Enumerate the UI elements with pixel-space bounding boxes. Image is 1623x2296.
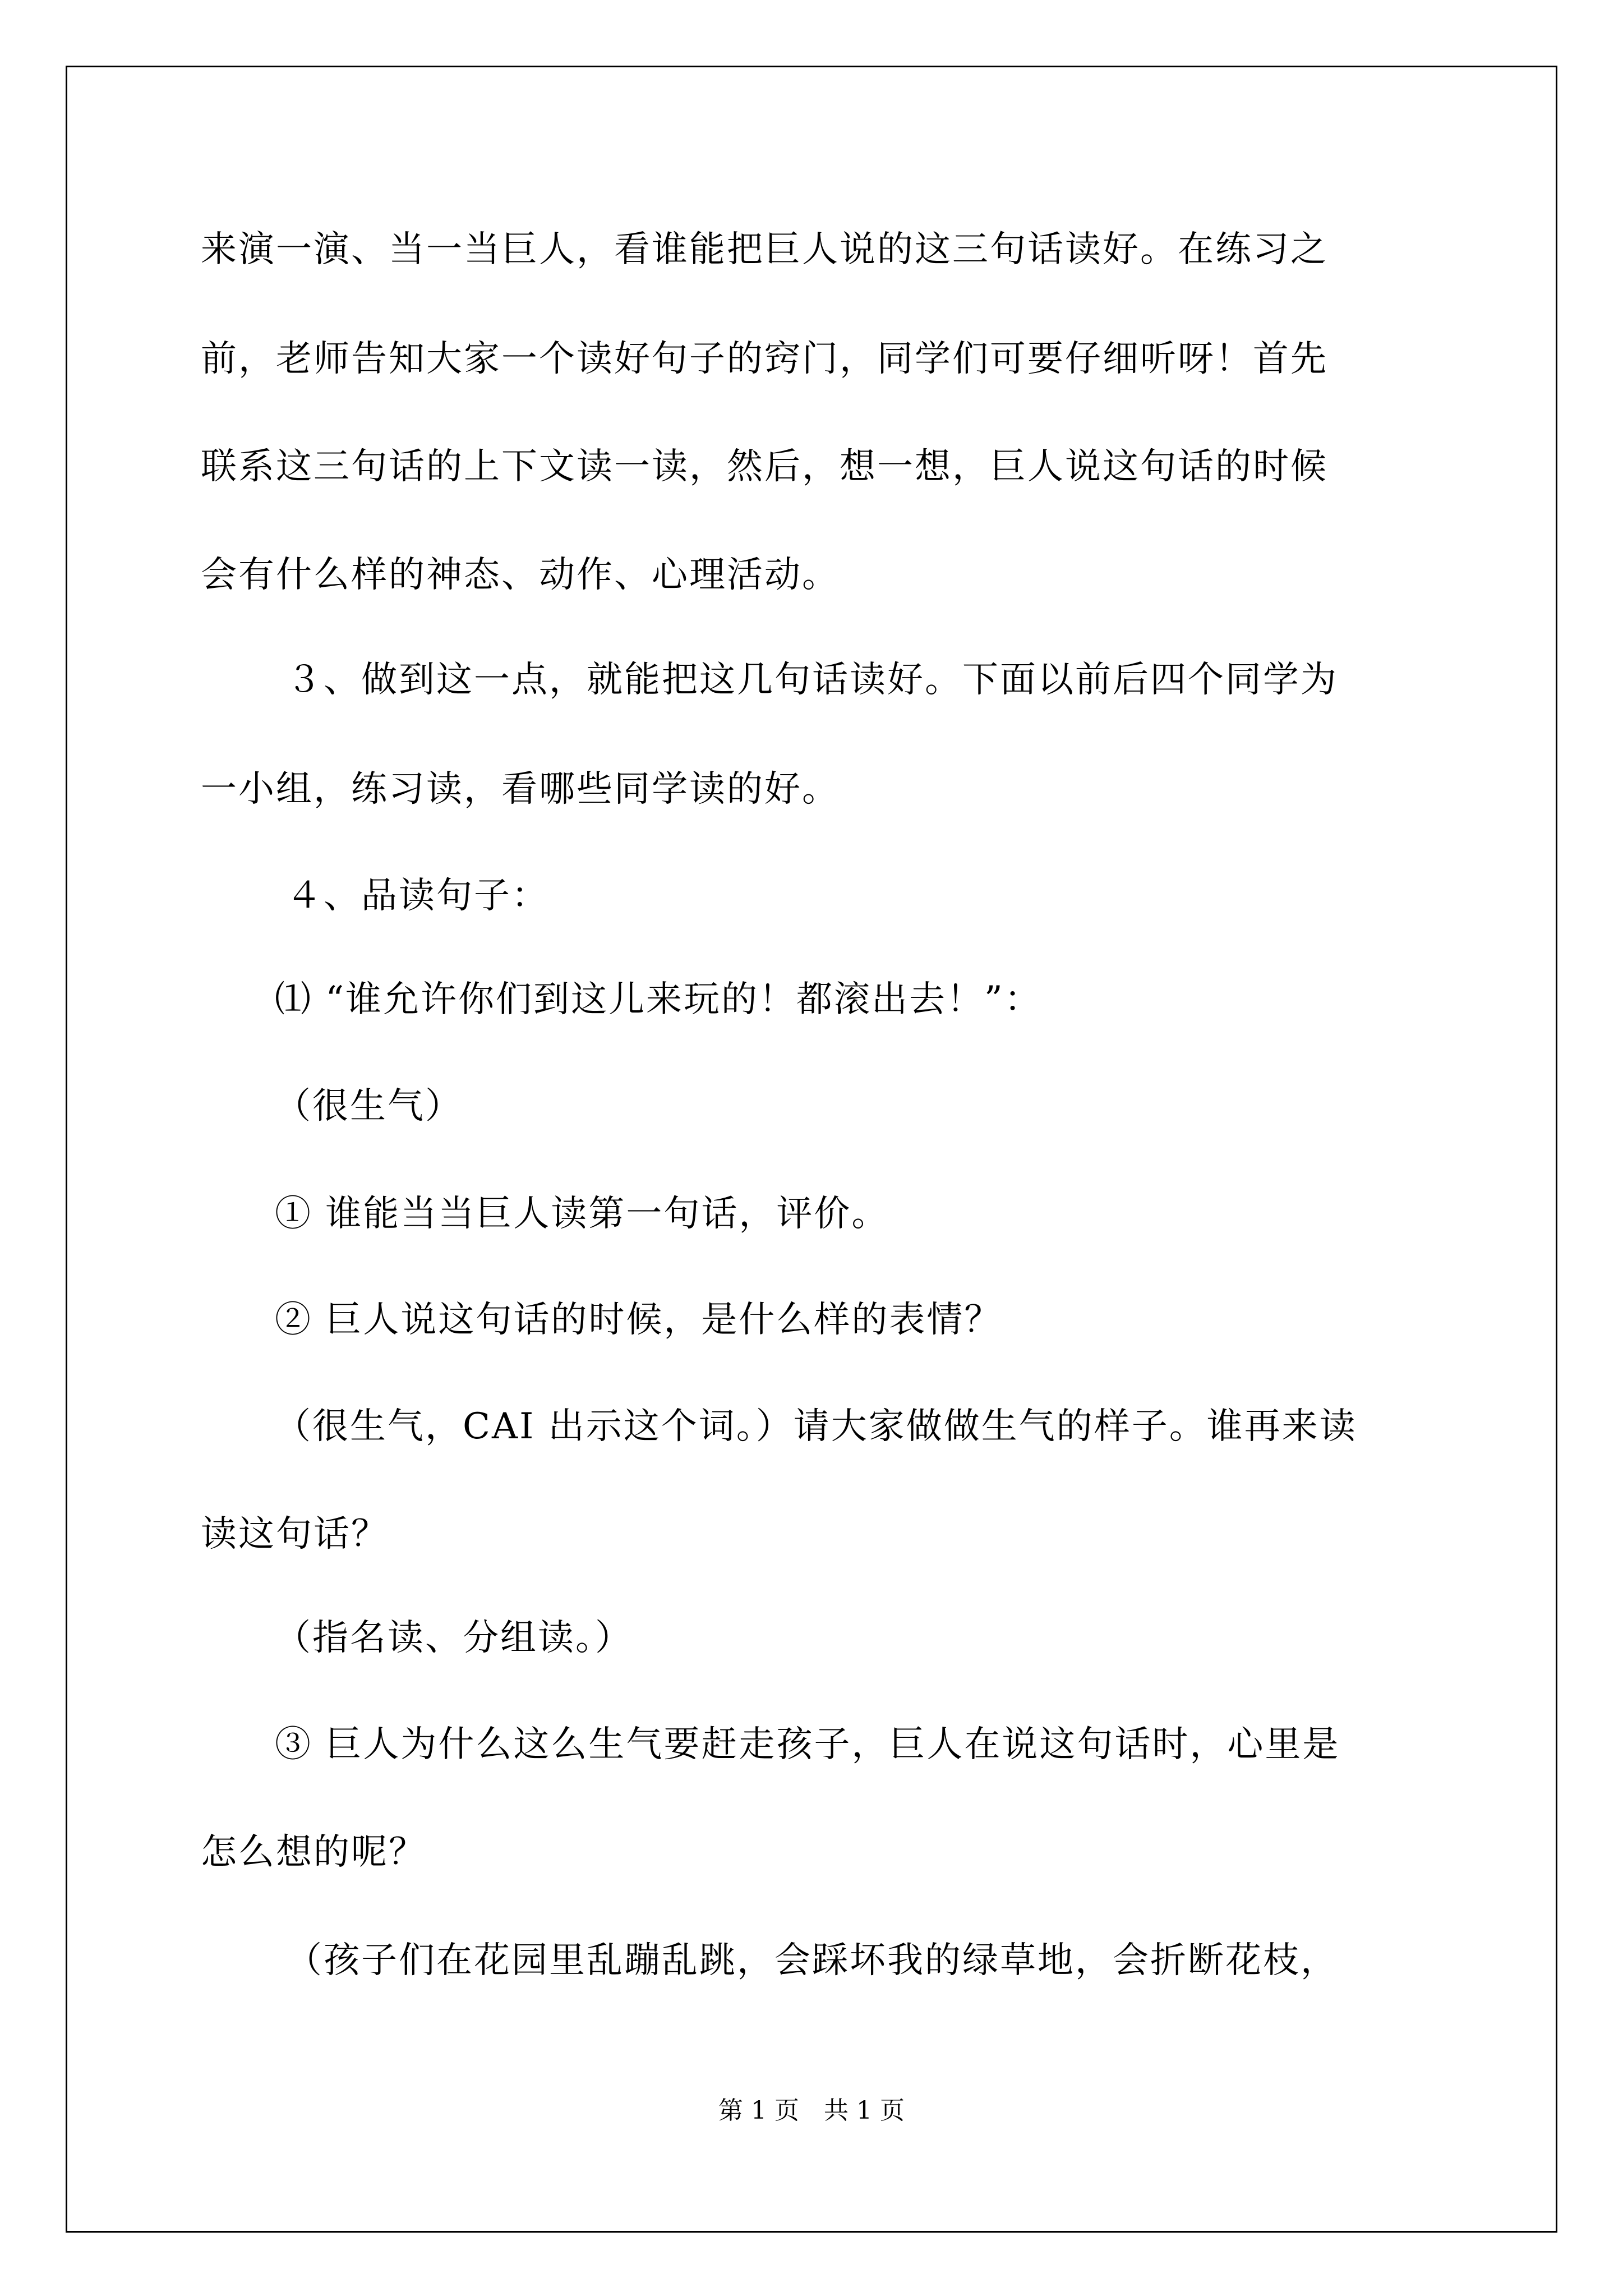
paragraph-line: 一小组，练习读，看哪些同学读的好。 bbox=[201, 769, 840, 810]
paragraph-line: 联系这三句话的上下文读一读，然后，想一想，巨人说这句话的时候 bbox=[201, 446, 1328, 487]
paragraph-line: ③ 巨人为什么这么生气要赶走孩子，巨人在说这句话时，心里是 bbox=[275, 1724, 1340, 1765]
paragraph-line: 会有什么样的神态、动作、心理活动。 bbox=[201, 554, 840, 596]
paragraph-line: 前，老师告知大家一个读好句子的窍门，同学们可要仔细听呀！首先 bbox=[201, 338, 1328, 380]
paragraph-line: ４、品读句子： bbox=[286, 875, 549, 917]
page-border bbox=[66, 66, 1557, 2233]
paragraph-line: ３、做到这一点，就能把这几句话读好。下面以前后四个同学为 bbox=[286, 659, 1338, 701]
paragraph-line: 来演一演、当一当巨人，看谁能把巨人说的这三句话读好。在练习之 bbox=[201, 229, 1328, 270]
paragraph-line: 怎么想的呢？ bbox=[201, 1832, 426, 1873]
paragraph-line: 读这句话？ bbox=[201, 1513, 389, 1555]
paragraph-line: （指名读、分组读。） bbox=[275, 1617, 633, 1659]
paragraph-line: （很生气，CAI 出示这个词。）请大家做做生气的样子。谁再来读 bbox=[275, 1406, 1357, 1447]
page-footer: 第 1 页 共 1 页 bbox=[718, 2096, 905, 2125]
paragraph-line: ⑴ “谁允许你们到这儿来玩的！都滚出去！”： bbox=[275, 979, 1042, 1020]
paragraph-line: （很生气） bbox=[275, 1085, 463, 1127]
paragraph-line: ① 谁能当当巨人读第一句话，评价。 bbox=[275, 1193, 889, 1235]
paragraph-line: （孩子们在花园里乱蹦乱跳，会踩坏我的绿草地，会折断花枝， bbox=[286, 1940, 1338, 1981]
paragraph-line: ② 巨人说这句话的时候，是什么样的表情？ bbox=[275, 1299, 1002, 1341]
